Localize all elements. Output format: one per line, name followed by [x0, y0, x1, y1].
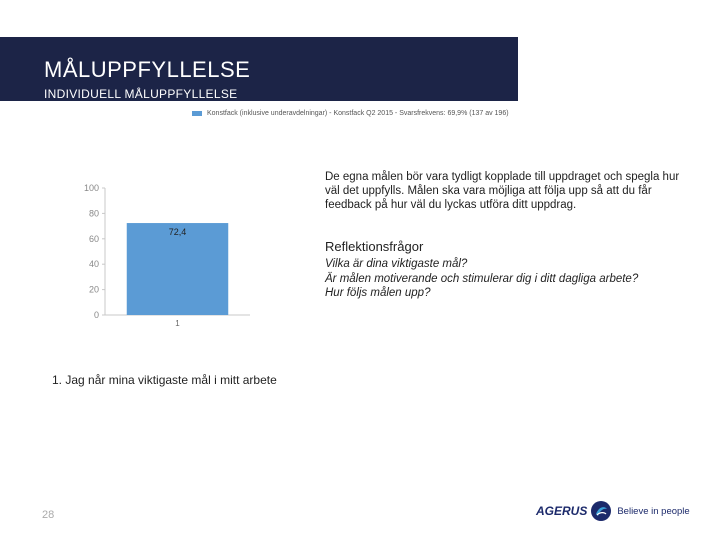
swirl-logo-icon	[590, 500, 612, 522]
page-subtitle: INDIVIDUELL MÅLUPPFYLLELSE	[44, 87, 238, 101]
y-tick-label: 0	[93, 310, 99, 320]
bar-chart	[60, 170, 310, 340]
chart-caption: 1. Jag når mina viktigaste mål i mitt arbete	[52, 373, 277, 387]
y-tick-label: 60	[88, 233, 99, 244]
chart-legend	[192, 110, 509, 117]
legend-label: Konstfack (inklusive underavdelningar) - Konstfack Q2 2015 - Svarsfrekvens: 69,9% (137 av 196)	[207, 110, 509, 117]
reflection-heading: Reflektionsfrågor	[325, 239, 424, 254]
y-tick-label: 40	[88, 259, 99, 270]
bar-data-label: 72,4	[168, 227, 187, 238]
question-3: Hur följs målen upp?	[325, 287, 431, 299]
description-paragraph: De egna målen bör vara tydligt kopplade till uppdraget och spegla hur väl det uppfylls. Målen ska vara möjliga att följa upp så att du får feedback på hur väl du lyckas utföra ditt uppdrag.	[325, 171, 680, 211]
page-number: 28	[42, 509, 55, 521]
legend-swatch	[192, 111, 202, 116]
question-1: Vilka är dina viktigaste mål?	[325, 258, 468, 270]
x-tick-label: 1	[175, 319, 180, 328]
reflection-questions	[325, 257, 695, 301]
logo-tagline: Believe in people	[617, 505, 690, 517]
page-title: MÅLUPPFYLLELSE	[44, 57, 251, 82]
logo-wordmark: AGERUS	[536, 504, 588, 518]
question-2: Är målen motiverande och stimulerar dig i ditt dagliga arbete?	[325, 272, 639, 285]
y-tick-label: 80	[88, 208, 99, 219]
y-tick-label: 100	[83, 183, 99, 193]
agerus-logo	[536, 500, 690, 522]
y-tick-label: 20	[88, 284, 99, 295]
